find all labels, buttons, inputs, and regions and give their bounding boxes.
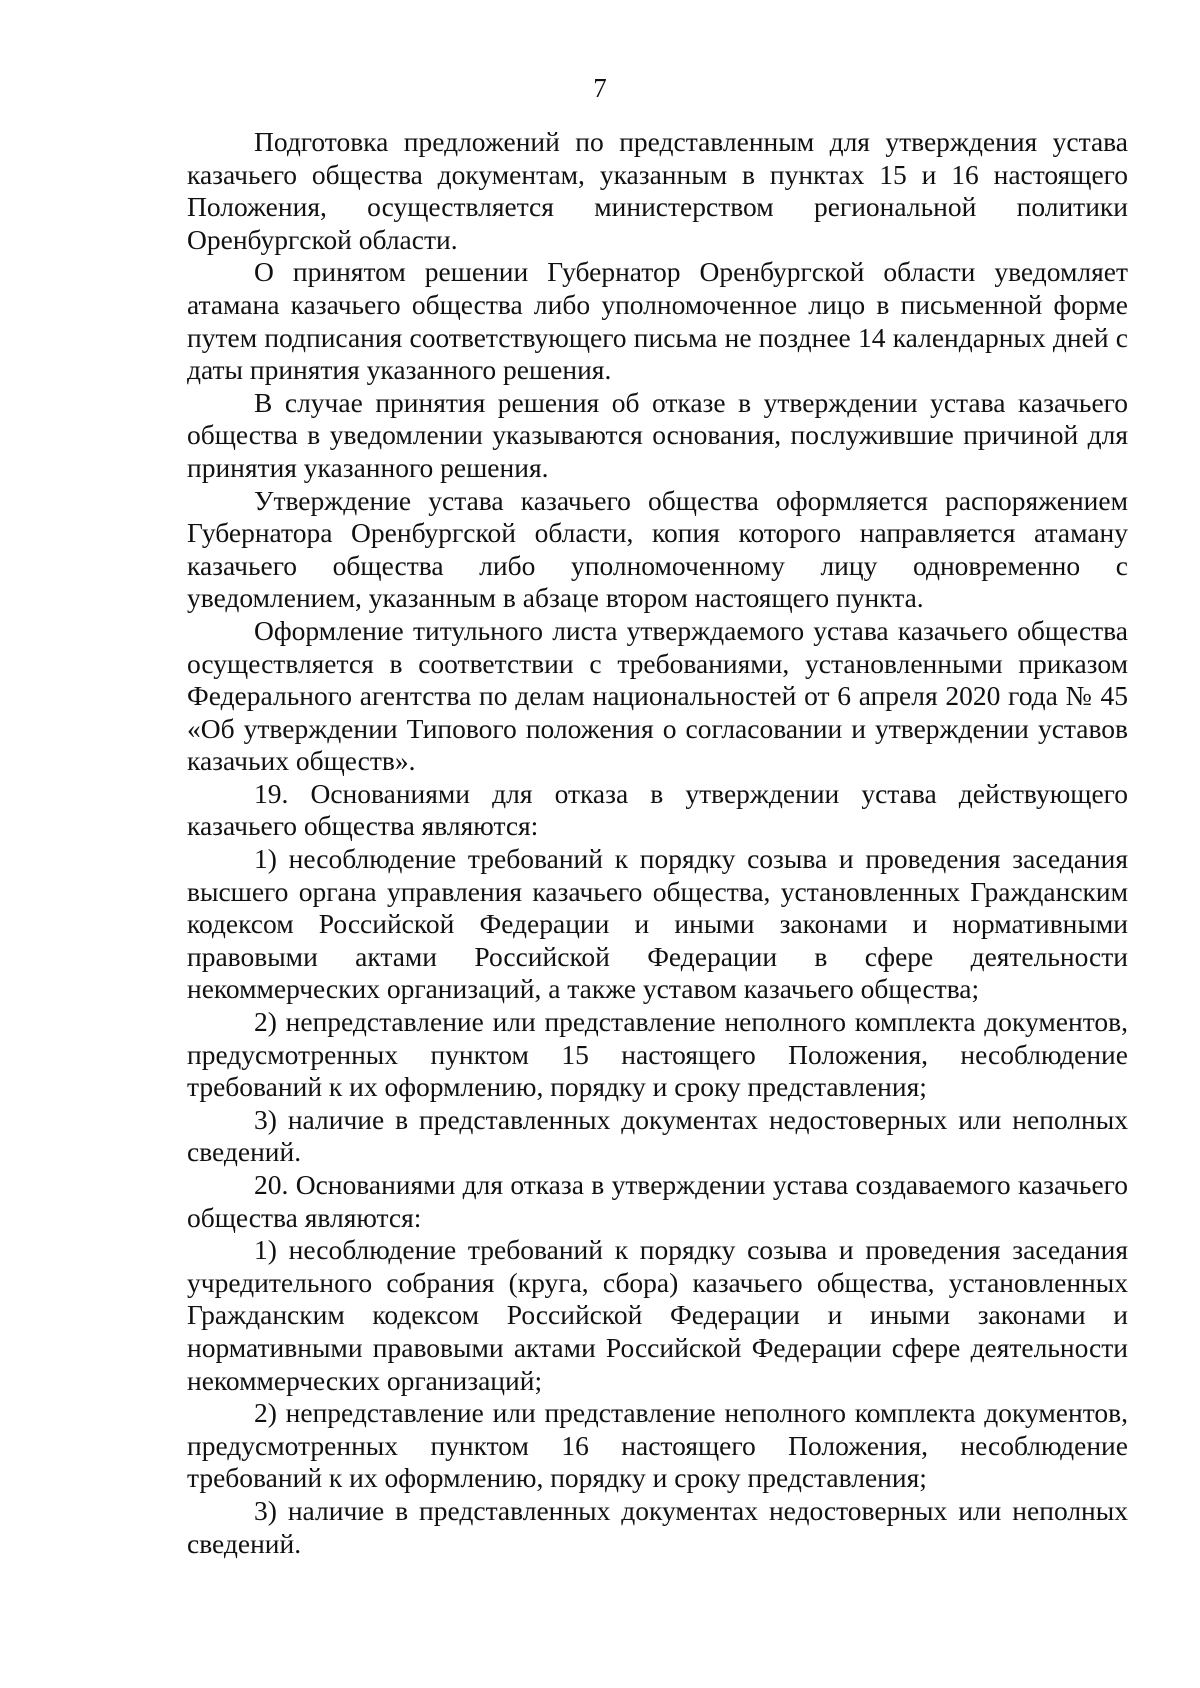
paragraph-item-20-2: 2) непредставление или представление неполного комплекта документов, предусмотренных пунктом 16 настоящего Положения, несоблюдение требований к их оформлению, порядку и сроку представления; xyxy=(187,1397,1128,1494)
paragraph-item-19-1: 1) несоблюдение требований к порядку созыва и проведения заседания высшего органа управления казачьего общества, установленных Гражданским кодексом Российской Федерации и иными законами и нормативными правовыми актами Российской Федерации в сфере деятельности некоммерческих организаций, а также уставом казачьего общества; xyxy=(187,843,1128,1005)
paragraph-item-20-1: 1) несоблюдение требований к порядку созыва и проведения заседания учредительного собрания (круга, сбора) казачьего общества, установленных Гражданским кодексом Российской Федерации и иными законами и нормативными правовыми актами Российской Федерации сфере деятельности некоммерческих организаций; xyxy=(187,1234,1128,1396)
paragraph-item-19-3: 3) наличие в представленных документах недостоверных или неполных сведений. xyxy=(187,1103,1128,1168)
paragraph-title-page-requirements: Оформление титульного листа утверждаемого устава казачьего общества осуществляется в соответствии с требованиями, установленными приказом Федерального агентства по делам национальностей от 6 апреля 2020 года № 45 «Об утверждении Типового положения о согласовании и утверждении уставов казачьих обществ». xyxy=(187,614,1128,777)
paragraph-item-19-2: 2) непредставление или представление неполного комплекта документов, предусмотренных пунктом 15 настоящего Положения, несоблюдение требований к их оформлению, порядку и сроку представления; xyxy=(187,1006,1128,1103)
paragraph-item-19: 19. Основаниями для отказа в утверждении устава действующего казачьего общества являются: xyxy=(187,777,1128,842)
document-body xyxy=(187,126,1128,1560)
paragraph-refusal-notice: В случае принятия решения об отказе в утверждении устава казачьего общества в уведомлении указываются основания, послужившие причиной для принятия указанного решения. xyxy=(187,386,1128,483)
paragraph-preparation-of-proposals: Подготовка предложений по представленным для утверждения устава казачьего общества документам, указанным в пунктах 15 и 16 настоящего Положения, осуществляется министерством региональной политики Оренбургской области. xyxy=(187,126,1128,255)
paragraph-item-20-3: 3) наличие в представленных документах недостоверных или неполных сведений. xyxy=(187,1494,1128,1559)
paragraph-governor-notification: О принятом решении Губернатор Оренбургской области уведомляет атамана казачьего общества либо уполномоченное лицо в письменной форме путем подписания соответствующего письма не позднее 14 календарных дней с даты принятия указанного решения. xyxy=(187,256,1128,386)
paragraph-item-20: 20. Основаниями для отказа в утверждении устава создаваемого казачьего общества являются: xyxy=(187,1169,1128,1233)
paragraph-approval-order: Утверждение устава казачьего общества оформляется распоряжением Губернатора Оренбургской области, копия которого направляется атаману казачьего общества либо уполномоченному лицу одновременно с уведомлением, указанным в абзаце втором настоящего пункта. xyxy=(187,484,1128,614)
page-number: 7 xyxy=(593,73,607,103)
